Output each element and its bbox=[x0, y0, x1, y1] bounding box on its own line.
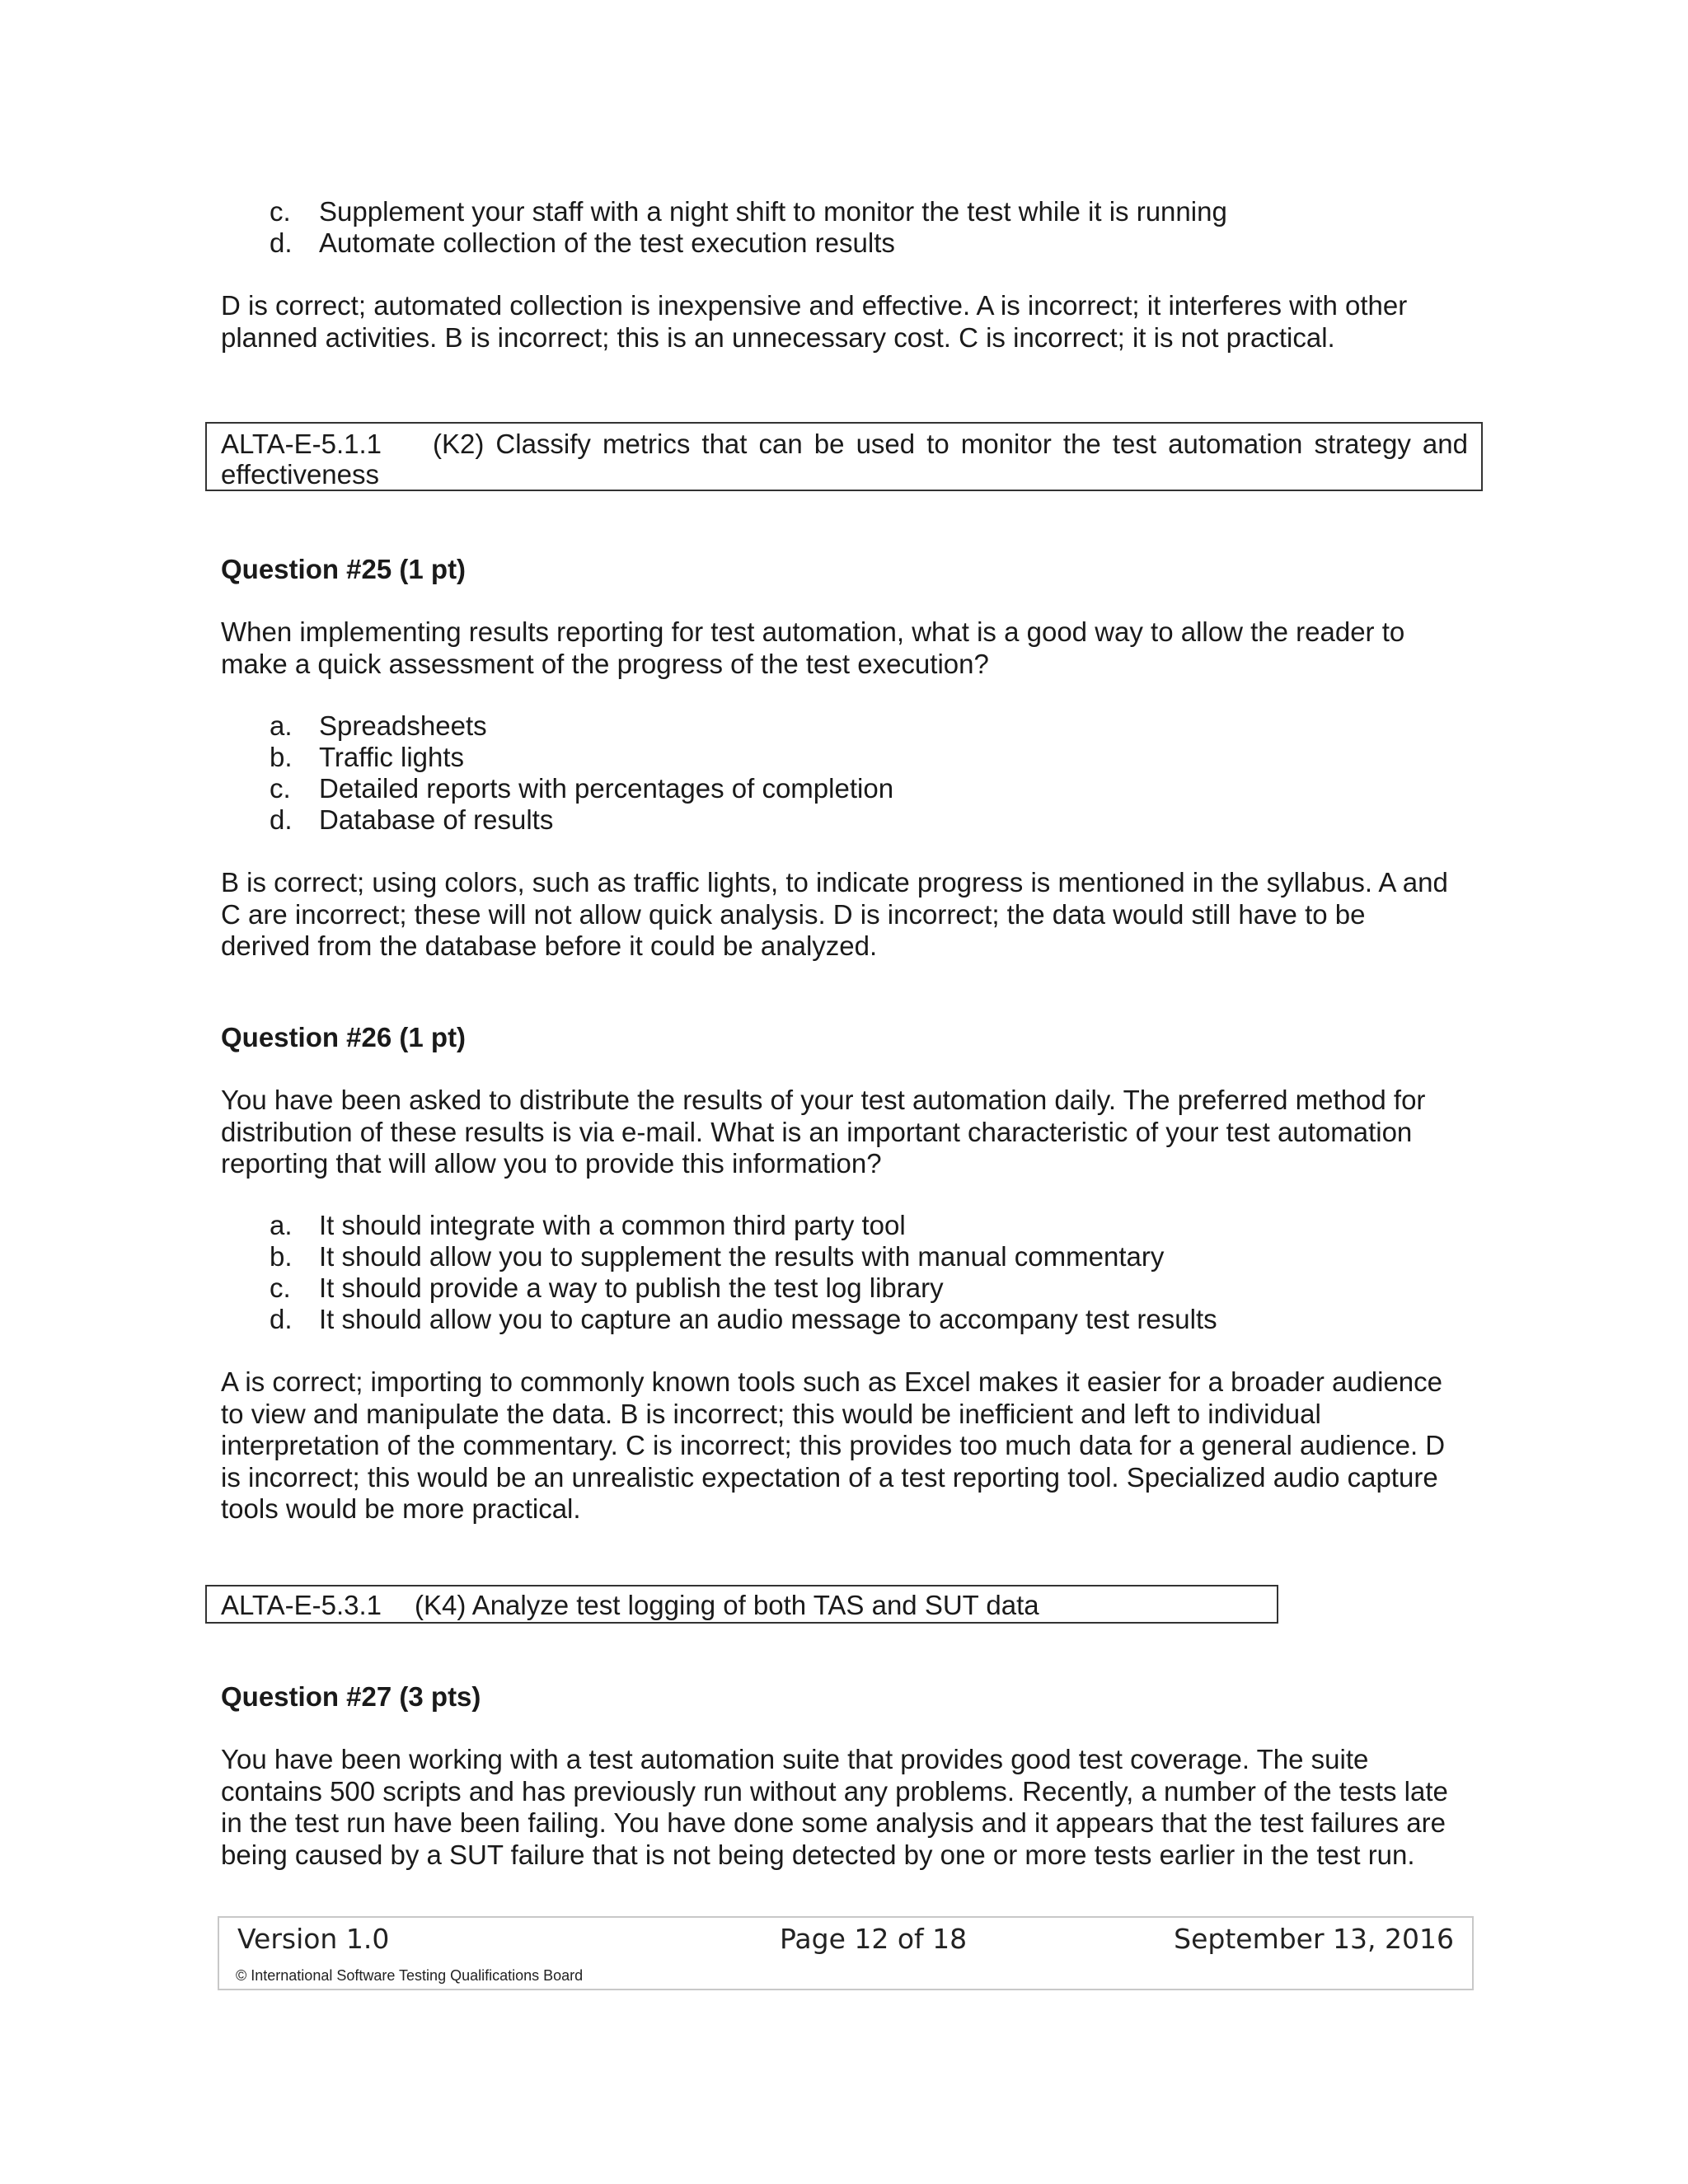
option-text: Supplement your staff with a night shift to monitor the test while it is running bbox=[319, 196, 1227, 227]
option-text: It should allow you to supplement the results with manual commentary bbox=[319, 1241, 1165, 1272]
objective-text: (K4) Analyze test logging of both TAS and SUT data bbox=[415, 1590, 1039, 1620]
objective-text: (K2) Classify metrics that can be used to monitor the test automation strategy and bbox=[433, 429, 1468, 459]
option-c bbox=[270, 196, 1227, 227]
option-text: Detailed reports with percentages of completion bbox=[319, 773, 894, 804]
learning-objective-box bbox=[205, 422, 1483, 491]
question-heading: Question #26 (1 pt) bbox=[221, 1022, 467, 1052]
footer-version: Version 1.0 bbox=[237, 1923, 390, 1955]
option-c: c. It should provide a way to publish the test log library bbox=[270, 1272, 944, 1303]
option-letter: d. bbox=[270, 227, 293, 258]
question-stem: You have been working with a test automation suite that provides good test coverage. The suite contains 500 scripts and has previously run without any problems. Recently, a number of the tests late in the test run have been failing. You have done some analysis and it appears that the test failures are being caused by a SUT failure that is not being detected by one or more tests earlier in the test run. bbox=[221, 1744, 1448, 1870]
option-letter: c. bbox=[270, 196, 291, 227]
option-text: Database of results bbox=[319, 804, 554, 835]
option-text: It should provide a way to publish the test log library bbox=[319, 1272, 944, 1303]
option-a: a. Spreadsheets bbox=[270, 710, 487, 741]
footer-date: September 13, 2016 bbox=[1174, 1923, 1454, 1955]
option-d bbox=[270, 227, 895, 259]
option-a: a. It should integrate with a common third party tool bbox=[270, 1210, 906, 1240]
footer-copyright: © International Software Testing Qualifications Board bbox=[236, 1967, 584, 1984]
option-d: d. It should allow you to capture an audio message to accompany test results bbox=[270, 1304, 1217, 1334]
option-d: d. Database of results bbox=[270, 804, 554, 835]
question-heading: Question #25 (1 pt) bbox=[221, 554, 467, 584]
option-b: b. It should allow you to supplement the results with manual commentary bbox=[270, 1241, 1165, 1272]
option-text: It should allow you to capture an audio message to accompany test results bbox=[319, 1304, 1217, 1334]
objective-code: ALTA-E-5.1.1 bbox=[221, 429, 382, 459]
page-footer bbox=[218, 1916, 1474, 1990]
option-b: b. Traffic lights bbox=[270, 742, 465, 772]
question-stem: You have been asked to distribute the results of your test automation daily. The preferred method for distribution of these results is via e-mail. What is an important characteristic of your test automation reporting that will allow you to provide this information? bbox=[221, 1085, 1426, 1179]
option-text: It should integrate with a common third party tool bbox=[319, 1210, 906, 1240]
answer-explanation: A is correct; importing to commonly known tools such as Excel makes it easier for a broader audience to view and manipulate the data. B is incorrect; this would be inefficient and left to individual interpretation of the commentary. C is incorrect; this provides too much data for a general audience. D is incorrect; this would be an unrealistic expectation of a test reporting tool. Specialized audio capture tools would be more practical. bbox=[221, 1366, 1446, 1524]
question-heading: Question #27 (3 pts) bbox=[221, 1681, 481, 1712]
answer-explanation: B is correct; using colors, such as traffic lights, to indicate progress is mentioned in the syllabus. A and C are incorrect; these will not allow quick analysis. D is incorrect; the data would still have to be derived from the database before it could be analyzed. bbox=[221, 867, 1448, 961]
option-text: Spreadsheets bbox=[319, 710, 487, 741]
answer-explanation: D is correct; automated collection is inexpensive and effective. A is incorrect; it interferes with other planned activities. B is incorrect; this is an unnecessary cost. C is incorrect; it is not practical. bbox=[221, 290, 1408, 353]
option-text: Traffic lights bbox=[319, 742, 465, 772]
option-text: Automate collection of the test execution results bbox=[319, 227, 895, 258]
option-c: c. Detailed reports with percentages of completion bbox=[270, 773, 894, 804]
question-stem: When implementing results reporting for test automation, what is a good way to allow the reader to make a quick assessment of the progress of the test execution? bbox=[221, 616, 1405, 679]
footer-page-number: Page 12 of 18 bbox=[780, 1923, 968, 1955]
objective-code: ALTA-E-5.3.1 bbox=[221, 1590, 382, 1620]
learning-objective-box bbox=[205, 1585, 1278, 1624]
objective-text-continued: effectiveness bbox=[221, 459, 380, 490]
